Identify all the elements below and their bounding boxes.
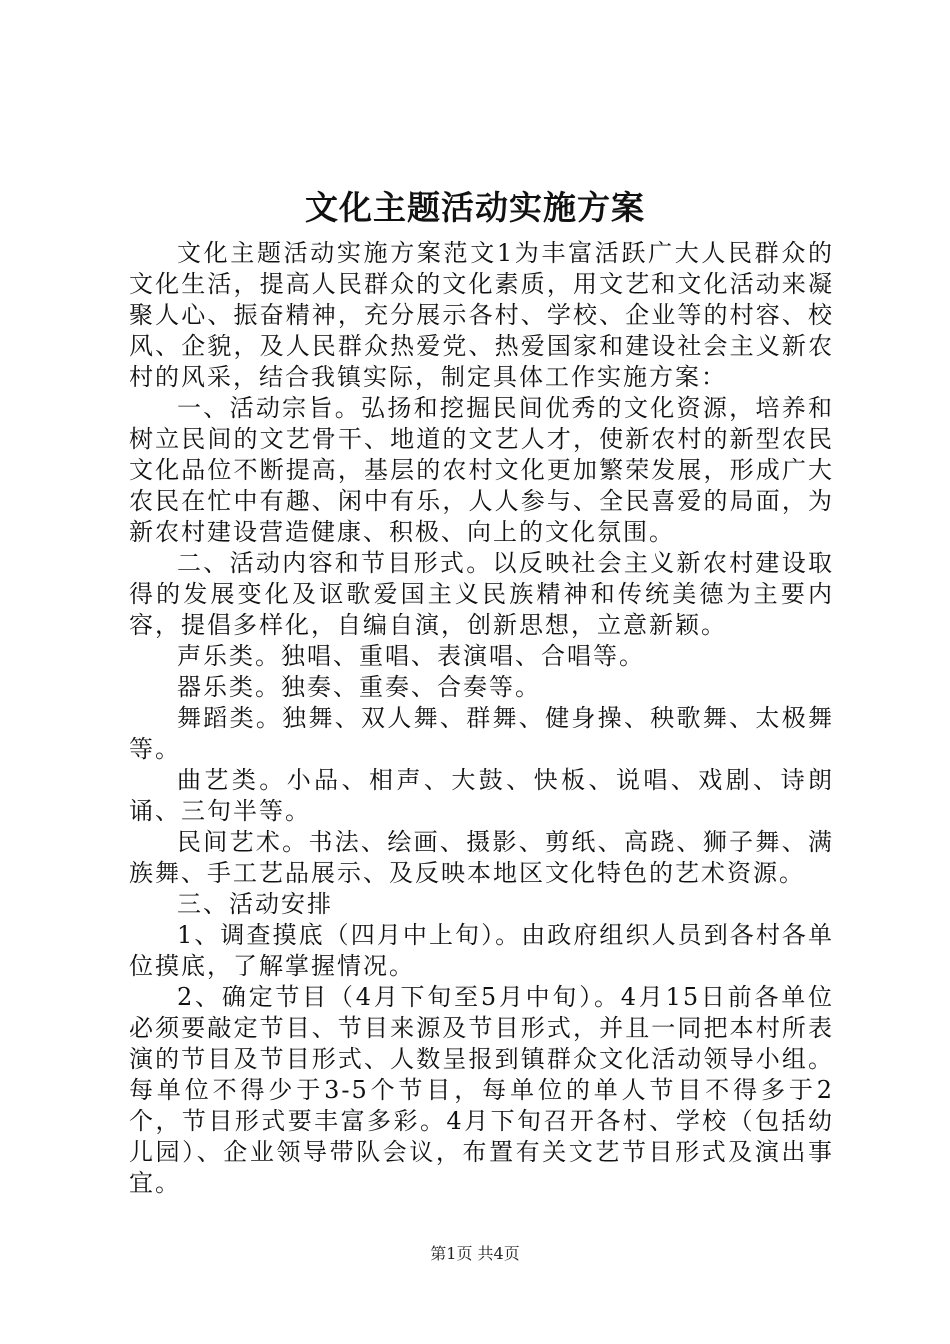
paragraph-schedule-heading: 三、活动安排	[177, 890, 333, 918]
page-footer: 第1页 共4页	[430, 1244, 520, 1263]
paragraph-purpose: 一、活动宗旨。弘扬和挖掘民间优秀的文化资源，培养和树立民间的文艺骨干、地道的文艺人才，使新农村的新型农民文化品位不断提高，基层的农村文化更加繁荣发展，形成广大农民在忙中有趣、闲中有乐，人人参与、全民喜爱的局面，为新农村建设营造健康、积极、向上的文化氛围。	[129, 394, 834, 546]
paragraph-schedule-step-2: 2、确定节目（4月下旬至5月中旬）。4月15日前各单位必须要敲定节目、节目来源及节目形式，并且一同把本村所表演的节目及节目形式、人数呈报到镇群众文化活动领导小组。每单位不得少于3-5个节目，每单位的单人节目不得多于2个，节目形式要丰富多彩。4月下旬召开各村、学校（包括幼儿园）、企业领导带队会议，布置有关文艺节目形式及演出事宜。	[129, 983, 834, 1197]
paragraph-vocal: 声乐类。独唱、重唱、表演唱、合唱等。	[177, 642, 645, 670]
paragraph-folk-art: 民间艺术。书法、绘画、摄影、剪纸、高跷、狮子舞、满族舞、手工艺品展示、及反映本地区文化特色的艺术资源。	[129, 828, 834, 887]
paragraph-content-forms: 二、活动内容和节目形式。以反映社会主义新农村建设取得的发展变化及讴歌爱国主义民族精神和传统美德为主要内容，提倡多样化，自编自演，创新思想，立意新颖。	[129, 549, 834, 639]
paragraph-folk-performance: 曲艺类。小品、相声、大鼓、快板、说唱、戏剧、诗朗诵、三句半等。	[129, 766, 834, 825]
document-body	[129, 238, 834, 1199]
paragraph-schedule-step-1: 1、调查摸底（四月中上旬）。由政府组织人员到各村各单位摸底，了解掌握情况。	[129, 921, 834, 980]
document-title: 文化主题活动实施方案	[305, 188, 645, 227]
paragraph-dance: 舞蹈类。独舞、双人舞、群舞、健身操、秧歌舞、太极舞等。	[129, 704, 834, 763]
paragraph-intro: 文化主题活动实施方案范文1为丰富活跃广大人民群众的文化生活，提高人民群众的文化素质，用文艺和文化活动来凝聚人心、振奋精神，充分展示各村、学校、企业等的村容、校风、企貌，及人民群众热爱党、热爱国家和建设社会主义新农村的风采，结合我镇实际，制定具体工作实施方案：	[129, 239, 834, 391]
paragraph-instrumental: 器乐类。独奏、重奏、合奏等。	[177, 673, 541, 701]
